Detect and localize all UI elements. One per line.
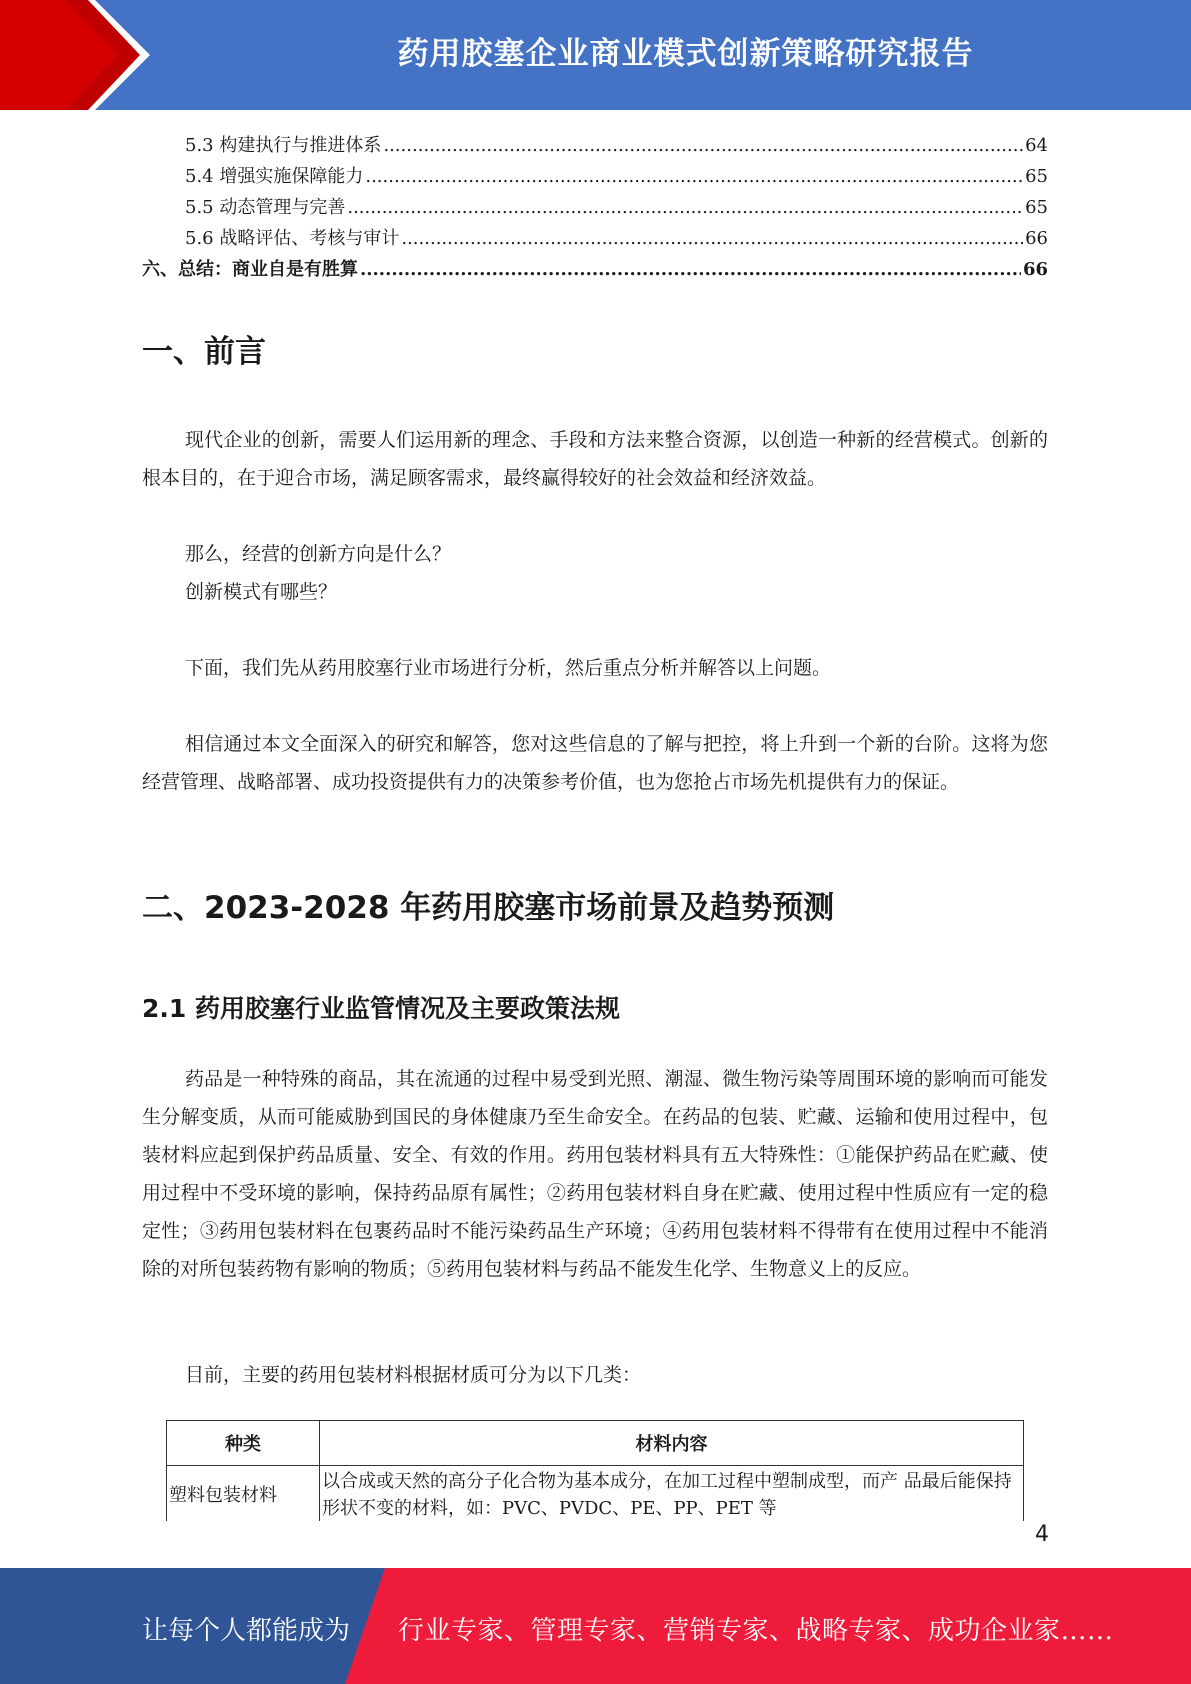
body-paragraph: 药品是一种特殊的商品，其在流通的过程中易受到光照、潮湿、微生物污染等周围环境的影响而可能发生分解变质，从而可能威胁到国民的身体健康乃至生命安全。在药品的包装、贮藏、运输和使用过程中，包装材料应起到保护药品质量、安全、有效的作用。药用包装材料具有五大特殊性：①能保护药品在贮藏、使用过程中不受环境的影响，保持药品原有属性；②药用包装材料自身在贮藏、使用过程中性质应有一定的稳定性；③药用包装材料在包裹药品时不能污染药品生产环境；④药用包装材料不得带有在使用过程中不能消除的对所包装药物有影响的物质；⑤药用包装材料与药品不能发生化学、生物意义上的反应。 — [142, 1068, 1048, 1280]
header-banner — [0, 0, 1191, 110]
toc-leader-dots — [401, 223, 1023, 254]
toc-leader-dots — [347, 192, 1023, 223]
toc-entry[interactable] — [142, 130, 1048, 161]
toc-entry-label: 5.6 战略评估、考核与审计 — [185, 228, 400, 249]
toc-leader-dots — [365, 161, 1023, 192]
section-heading-preface: 一、前言 — [142, 334, 266, 370]
toc-entry[interactable] — [142, 192, 1048, 223]
toc-entry-label: 5.4 增强实施保障能力 — [185, 166, 364, 187]
toc-entry-page: 64 — [1025, 135, 1048, 156]
table-of-contents — [142, 130, 1048, 285]
toc-entry-label: 5.3 构建执行与推进体系 — [185, 135, 382, 156]
footer-slogan-right: 行业专家、管理专家、营销专家、战略专家、成功企业家…… — [398, 1616, 1114, 1646]
table-row — [167, 1466, 1024, 1523]
footer-banner — [0, 1568, 1191, 1684]
toc-leader-dots — [383, 130, 1023, 161]
body-paragraph: 相信通过本文全面深入的研究和解答，您对这些信息的了解与把控，将上升到一个新的台阶。这将为您经营管理、战略部署、成功投资提供有力的决策参考价值，也为您抢占市场先机提供有力的保证。 — [142, 733, 1048, 793]
body-paragraph: 现代企业的创新，需要人们运用新的理念、手段和方法来整合资源，以创造一种新的经营模式。创新的根本目的，在于迎合市场，满足顾客需求，最终赢得较好的社会效益和经济效益。 — [142, 429, 1048, 489]
toc-entry-label: 5.5 动态管理与完善 — [185, 197, 346, 218]
table-cell-content: 以合成或天然的高分子化合物为基本成分，在加工过程中塑制成型，而产 品最后能保持形状不变的材料，如：PVC、PVDC、PE、PP、PET 等 — [320, 1466, 1024, 1523]
body-paragraph: 那么，经营的创新方向是什么？ — [185, 543, 452, 565]
toc-entry-label: 六、总结：商业自是有胜算 — [142, 259, 358, 280]
table-header-cell: 种类 — [167, 1421, 320, 1466]
toc-entry-page: 65 — [1025, 197, 1048, 218]
toc-leader-dots — [360, 254, 1021, 285]
table-cell-kind: 塑料包装材料 — [167, 1466, 320, 1523]
page-number: 4 — [1035, 1522, 1049, 1547]
packaging-materials-table — [166, 1420, 1024, 1523]
section-heading-market-outlook: 二、2023-2028 年药用胶塞市场前景及趋势预测 — [142, 890, 835, 926]
toc-entry[interactable] — [142, 254, 1048, 285]
toc-entry[interactable] — [142, 161, 1048, 192]
toc-entry-page: 65 — [1025, 166, 1048, 187]
page-break-mask — [160, 1521, 1040, 1541]
report-title: 药用胶塞企业商业模式创新策略研究报告 — [397, 36, 974, 72]
toc-entry[interactable] — [142, 223, 1048, 254]
subsection-heading-regulation: 2.1 药用胶塞行业监管情况及主要政策法规 — [142, 994, 620, 1023]
toc-entry-page: 66 — [1022, 259, 1048, 280]
body-paragraph: 目前，主要的药用包装材料根据材质可分为以下几类： — [185, 1364, 642, 1386]
header-red-chevron — [0, 0, 150, 110]
footer-slogan-left: 让每个人都能成为 — [142, 1616, 351, 1646]
toc-entry-page: 66 — [1025, 228, 1048, 249]
table-header-row — [167, 1421, 1024, 1466]
body-paragraph: 创新模式有哪些？ — [185, 581, 338, 603]
table-header-cell: 材料内容 — [320, 1421, 1024, 1466]
body-paragraph: 下面，我们先从药用胶塞行业市场进行分析，然后重点分析并解答以上问题。 — [185, 657, 832, 679]
